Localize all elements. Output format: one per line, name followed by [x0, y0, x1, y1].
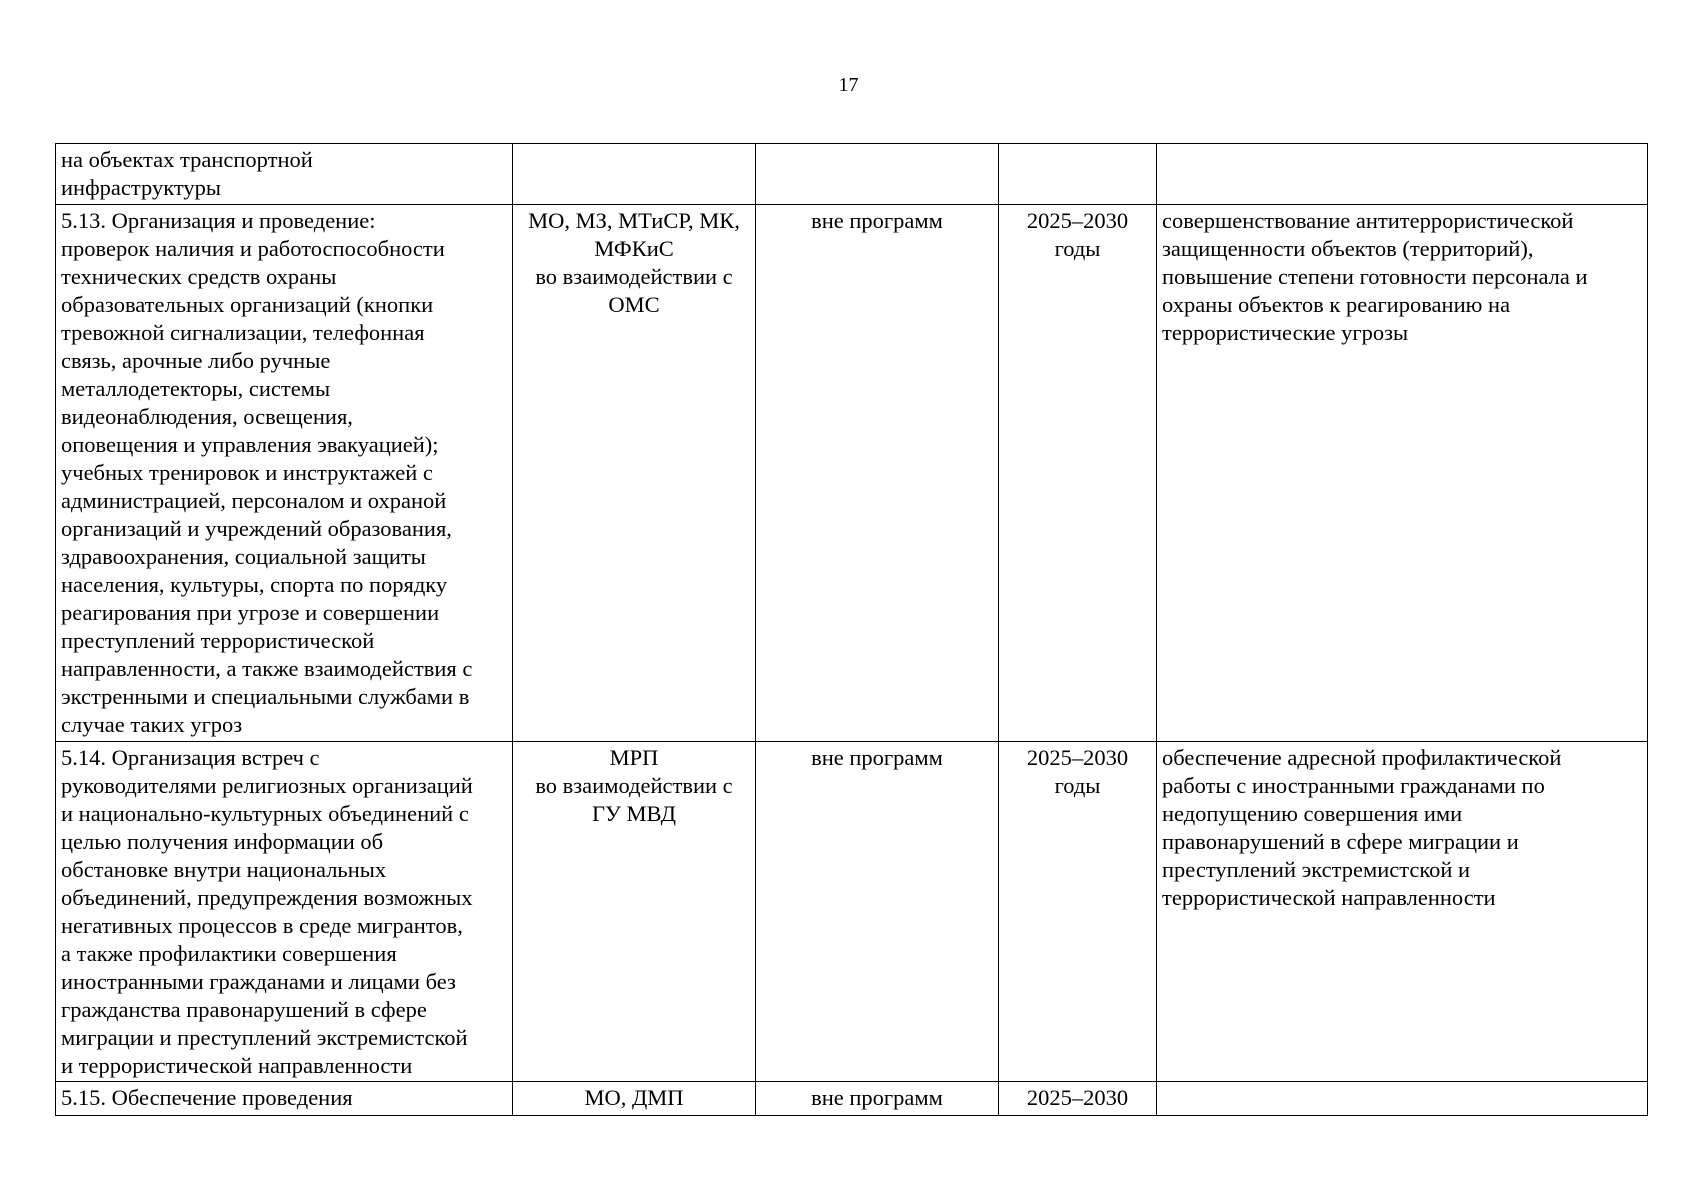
funding-cell	[756, 144, 999, 205]
term-cell: 2025–2030 годы	[999, 205, 1157, 742]
executors-cell: МО, МЗ, МТиСР, МК, МФКиС во взаимодействии с ОМС	[513, 205, 756, 742]
funding-cell: вне программ	[756, 742, 999, 1082]
measure-cell: 5.13. Организация и проведение: проверок наличия и работоспособности технических средств охраны образовательных организаций (кнопки тревожной сигнализации, телефонная связь, арочные либо ручные металлодетекторы, системы видеонаблюдения, освещения, оповещения и управления эвакуацией); учебных тренировок и инструктажей с администрацией, персоналом и охраной организаций и учреждений образования, здравоохранения, социальной защиты населения, культуры, спорта по порядку реагирования при угрозе и совершении преступлений террористической направленности, а также взаимодействия с экстренными и специальными службами в случае таких угроз	[56, 205, 513, 742]
result-cell: обеспечение адресной профилактической работы с иностранными гражданами по недопущению совершения ими правонарушений в сфере миграции и преступлений экстремистской и террористической направленности	[1157, 742, 1648, 1082]
table-row	[56, 205, 1648, 742]
term-cell	[999, 144, 1157, 205]
funding-cell: вне программ	[756, 1082, 999, 1116]
measure-cell: на объектах транспортной инфраструктуры	[56, 144, 513, 205]
executors-cell	[513, 144, 756, 205]
table-row	[56, 742, 1648, 1082]
table-row	[56, 144, 1648, 205]
term-cell: 2025–2030 годы	[999, 742, 1157, 1082]
measures-table	[55, 143, 1648, 1116]
result-cell	[1157, 144, 1648, 205]
result-cell: совершенствование антитеррористической защищенности объектов (территорий), повышение степени готовности персонала и охраны объектов к реагированию на террористические угрозы	[1157, 205, 1648, 742]
measure-cell: 5.15. Обеспечение проведения	[56, 1082, 513, 1116]
measure-cell: 5.14. Организация встреч с руководителями религиозных организаций и национально-культурных объединений с целью получения информации об обстановке внутри национальных объединений, предупреждения возможных негативных процессов в среде мигрантов, а также профилактики совершения иностранными гражданами и лицами без гражданства правонарушений в сфере миграции и преступлений экстремистской и террористической направленности	[56, 742, 513, 1082]
term-cell: 2025–2030	[999, 1082, 1157, 1116]
page-number: 17	[838, 74, 859, 96]
executors-cell: МО, ДМП	[513, 1082, 756, 1116]
result-cell	[1157, 1082, 1648, 1116]
table-row	[56, 1082, 1648, 1116]
funding-cell: вне программ	[756, 205, 999, 742]
executors-cell: МРП во взаимодействии с ГУ МВД	[513, 742, 756, 1082]
